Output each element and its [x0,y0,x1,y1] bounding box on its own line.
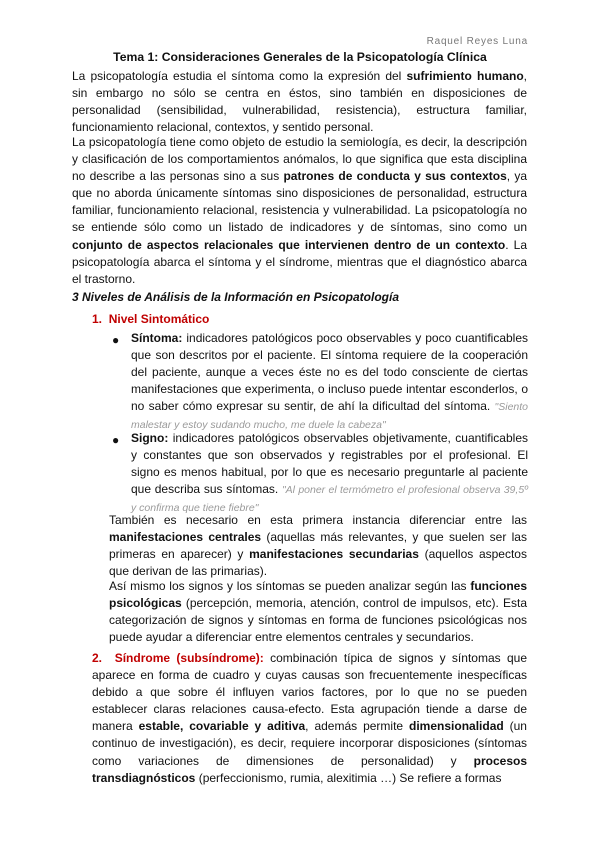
text-run: , ya que no aborda únicamente síntomas sino disposiciones de personalidad, estructura familiar, funcionamiento relacional, resistencia y vulnerabilidad. La psicopatología no se entiende sólo como un listado de indicadores y de síntomas, sino como un [72,169,528,235]
symptom-item [131,330,528,435]
level1-paragraph-2 [109,578,527,646]
bullet-icon: ● [112,433,120,447]
level1-heading [92,311,209,328]
page-title: Tema 1: Consideraciones Generales de la Psicopatología Clínica [113,50,487,64]
text-run-bold: sufrimiento humano [406,69,524,83]
text-run: . La psicopatología abarca el síntoma y el síndrome, mientras que el diagnóstico abarca el trastorno. [72,237,528,286]
text-run-bold: funciones psicológicas [109,579,527,611]
text-run-bold: patrones de conducta y sus contextos [283,169,507,184]
text-run: (percepción, memoria, atención, control de impulsos, etc). Esta categorización de signos y síntomas en forma de funciones psicológicas nos puede ayudar a diferenciar entre elementos centrales y secundarios. [109,596,527,645]
text-run: (un continuo de investigación), es decir, requiere incorporar disposiciones (síntomas como variaciones de dimensiones de personalidad) y [92,719,527,768]
symptom-text: indicadores patológicos poco observables y poco cuantificables que son descritos por el paciente. El síntoma requiere de la cooperación del paciente, aunque a veces éste no es del todo consciente de ciertas manifestaciones que experimenta, o incluso puede intentar esconderlos, o no saber cómo expresar su sentir, de ahí la dificultad del síntoma. [131,331,528,414]
sign-text: indicadores patológicos observables objetivamente, cuantificables y constantes que son observados y registrables por el profesional. El signo es menos habitual, por lo que es necesario preguntarle al paciente que describa sus síntomas. [131,431,528,497]
author-name: Raquel Reyes Luna [426,36,528,47]
level1-paragraph-1 [109,512,527,580]
sign-example-quote: "Al poner el termómetro el profesional observa 39,5º y confirma que tiene fiebre" [131,484,528,515]
text-run-bold: conjunto de aspectos relacionales que intervienen dentro de un contexto [72,237,506,252]
text-run-bold: estable, covariable y aditiva [138,719,306,734]
text-run: , además permite [305,719,410,734]
level2-item [92,650,527,787]
text-run: (aquellas más relevantes, y que suelen ser las primeras en aparecer) y [109,530,527,562]
symptom-example-quote: "Siento malestar y estoy sudando mucho, me duele la cabeza" [131,401,528,432]
text-run: La psicopatología tiene como objeto de estudio la semiología, es decir, la descripción y clasificación de los comportamientos anómalos, lo que significa que esta disciplina no describe a las personas sino a sus [72,135,527,184]
text-run-bold: dimensionalidad [409,719,504,734]
level2-number: 2. [92,651,103,665]
text-run: La psicopatología estudia el síntoma como la expresión del [72,69,407,83]
intro-paragraph-2 [72,134,527,288]
bullet-icon: ● [112,333,120,347]
intro-paragraph-1 [72,68,527,136]
section-heading: 3 Niveles de Análisis de la Información en Psicopatología [72,290,399,304]
level1-number: 1. [92,312,103,326]
text-run: También es necesario en esta primera instancia diferenciar entre las [109,513,527,527]
text-run-bold: procesos transdiagnósticos [92,753,527,785]
text-run: (perfeccionismo, rumia, alexitimia …) Se refiere a formas [195,770,502,785]
level2-title: Síndrome (subsíndrome): [114,651,264,665]
level1-title: Nivel Sintomático [108,312,210,326]
text-run-bold: manifestaciones secundarias [249,547,419,562]
text-run: Así mismo los signos y los síntomas se pueden analizar según las [109,579,471,593]
text-run: combinación típica de signos y síntomas que aparece en forma de cuadro y cuyas causas son frecuentemente inespecíficas debido a que sobre él influyen varios factores, por lo que no se pueden establecer claras relaciones causa-efecto. Esta agrupación tiende a darse de manera [92,651,527,734]
text-run-bold: manifestaciones centrales [109,530,262,545]
sign-item [131,430,528,517]
text-run: , sin embargo no sólo se centra en éstos, sino también en disposiciones de personalidad (sensibilidad, vulnerabilidad, resistencia), estructura familiar, funcionamiento relacional, contextos, y sentido personal. [72,69,527,135]
text-run: (aquellos aspectos que derivan de las primarias). [109,547,527,579]
sign-term: Signo: [131,431,169,445]
symptom-term: Síntoma: [131,331,183,345]
